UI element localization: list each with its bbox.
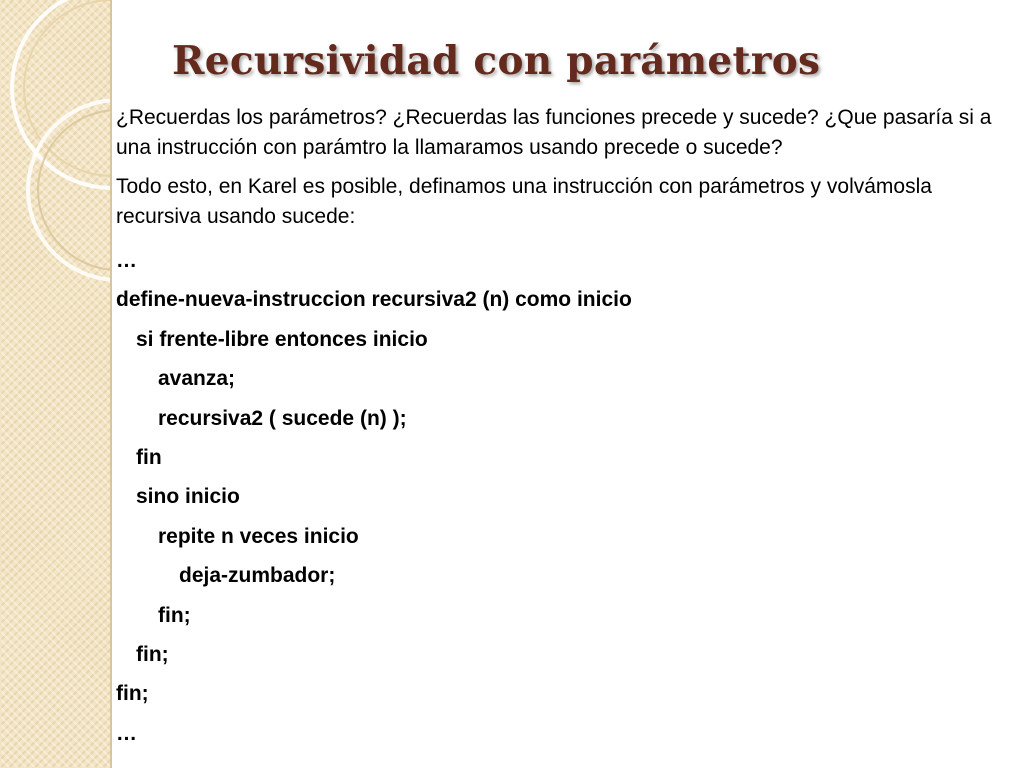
code-line: fin; (158, 603, 191, 627)
code-line: fin; (116, 682, 149, 706)
code-line: recursiva2 ( sucede (n) ); (158, 406, 407, 430)
code-line: avanza; (158, 367, 236, 391)
code-line: … (116, 721, 137, 745)
side-band-edge (110, 0, 112, 768)
code-line: fin (136, 445, 162, 469)
slide-content (116, 103, 996, 753)
code-line: si frente-libre entonces inicio (136, 327, 428, 351)
intro-paragraph: ¿Recuerdas los parámetros? ¿Recuerdas las funciones precede y sucede? ¿Que pasaría si a una instrucción con parámtro la llamaramos usando precede o sucede? (116, 106, 992, 159)
code-line: … (116, 249, 137, 272)
slide-title: Recursividad con parámetros (172, 38, 821, 84)
code-line: repite n veces inicio (158, 524, 359, 548)
decorative-circles (0, 0, 112, 768)
code-block (116, 241, 996, 753)
code-line: fin; (136, 642, 169, 666)
decorative-side-band (0, 0, 112, 768)
explanation-paragraph: Todo esto, en Karel es posible, definamos una instrucción con parámetros y volvámosla recursiva usando sucede: (116, 175, 932, 228)
code-line: define-nueva-instruccion recursiva2 (n) como inicio (116, 288, 632, 312)
code-line: deja-zumbador; (179, 564, 336, 588)
code-line: sino inicio (136, 485, 240, 509)
